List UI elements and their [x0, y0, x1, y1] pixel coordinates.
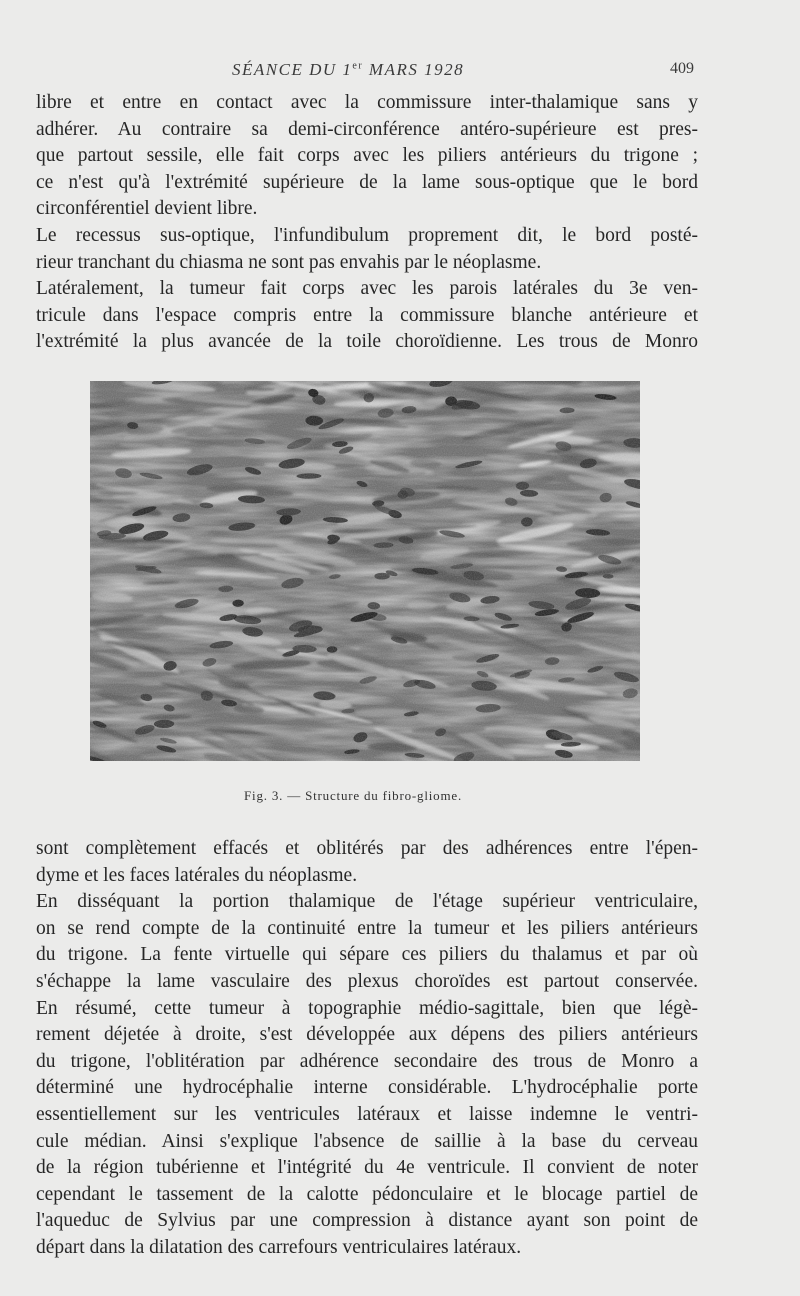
text-line: rieur tranchant du chiasma ne sont pas envahis par le néoplasme.: [36, 251, 542, 273]
text-line: déterminé une hydrocéphalie interne considérable. L'hydrocéphalie porte: [36, 1077, 698, 1099]
text-line: de la région tubérienne et l'intégrité du 4e ventricule. Il convient de noter: [36, 1157, 698, 1179]
text-line: Latéralement, la tumeur fait corps avec les parois latérales du 3e ven-: [36, 278, 698, 300]
running-head: [0, 60, 800, 84]
text-line: l'aqueduc de Sylvius par une compression à distance ayant son point de: [36, 1210, 698, 1232]
page-number: 409: [670, 60, 694, 77]
text-line: tricule dans l'espace compris entre la commissure blanche antérieure et: [36, 304, 698, 326]
text-line: dyme et les faces latérales du néoplasme.: [36, 864, 358, 886]
text-line: Le recessus sus-optique, l'infundibulum proprement dit, le bord posté-: [36, 224, 698, 246]
text-line: ce n'est qu'à l'extrémité supérieure de la lame sous-optique que le bord: [36, 171, 698, 193]
text-line: rement déjetée à droite, s'est développée aux dépens des piliers antérieurs: [36, 1024, 698, 1046]
text-line: adhérer. Au contraire sa demi-circonférence antéro-supérieure est pres-: [36, 118, 698, 140]
text-line: cependant le tassement de la calotte pédonculaire et le blocage partiel de: [36, 1183, 698, 1205]
text-line: cule médian. Ainsi s'explique l'absence de saillie à la base du cerveau: [36, 1130, 698, 1152]
text-line: libre et entre en contact avec la commissure inter-thalamique sans y: [36, 92, 698, 113]
text-line: on se rend compte de la continuité entre la tumeur et les piliers antérieurs: [36, 917, 698, 939]
text-line: sont complètement effacés et oblitérés par des adhérences entre l'épen-: [36, 838, 698, 859]
text-line: En disséquant la portion thalamique de l'étage supérieur ventriculaire,: [36, 891, 698, 913]
text-line: du trigone. La fente virtuelle qui sépare ces piliers du thalamus et par où: [36, 944, 698, 966]
figure-caption: Fig. 3. — Structure du fibro-gliome.: [244, 788, 462, 803]
micrograph-figure: [90, 381, 640, 761]
text-line: essentiellement sur les ventricules latéraux et laisse indemne le ventri-: [36, 1103, 698, 1125]
running-title: SÉANCE DU 1er MARS 1928: [232, 60, 465, 79]
body-text-top: [36, 90, 698, 356]
text-line: l'extrémité la plus avancée de la toile choroïdienne. Les trous de Monro: [36, 331, 698, 353]
text-line: circonférentiel devient libre.: [36, 198, 258, 220]
body-text-bottom: [36, 836, 698, 1262]
text-line: du trigone, l'oblitération par adhérence secondaire des trous de Monro a: [36, 1050, 698, 1072]
text-line: que partout sessile, elle fait corps avec les piliers antérieurs du trigone ;: [36, 145, 698, 167]
text-line: départ dans la dilatation des carrefours ventriculaires latéraux.: [36, 1236, 522, 1258]
text-line: s'échappe la lame vasculaire des plexus choroïdes est partout conservée.: [36, 970, 698, 992]
text-line: En résumé, cette tumeur à topographie médio-sagittale, bien que légè-: [36, 997, 698, 1019]
fibroglioma-micrograph: [90, 381, 640, 761]
